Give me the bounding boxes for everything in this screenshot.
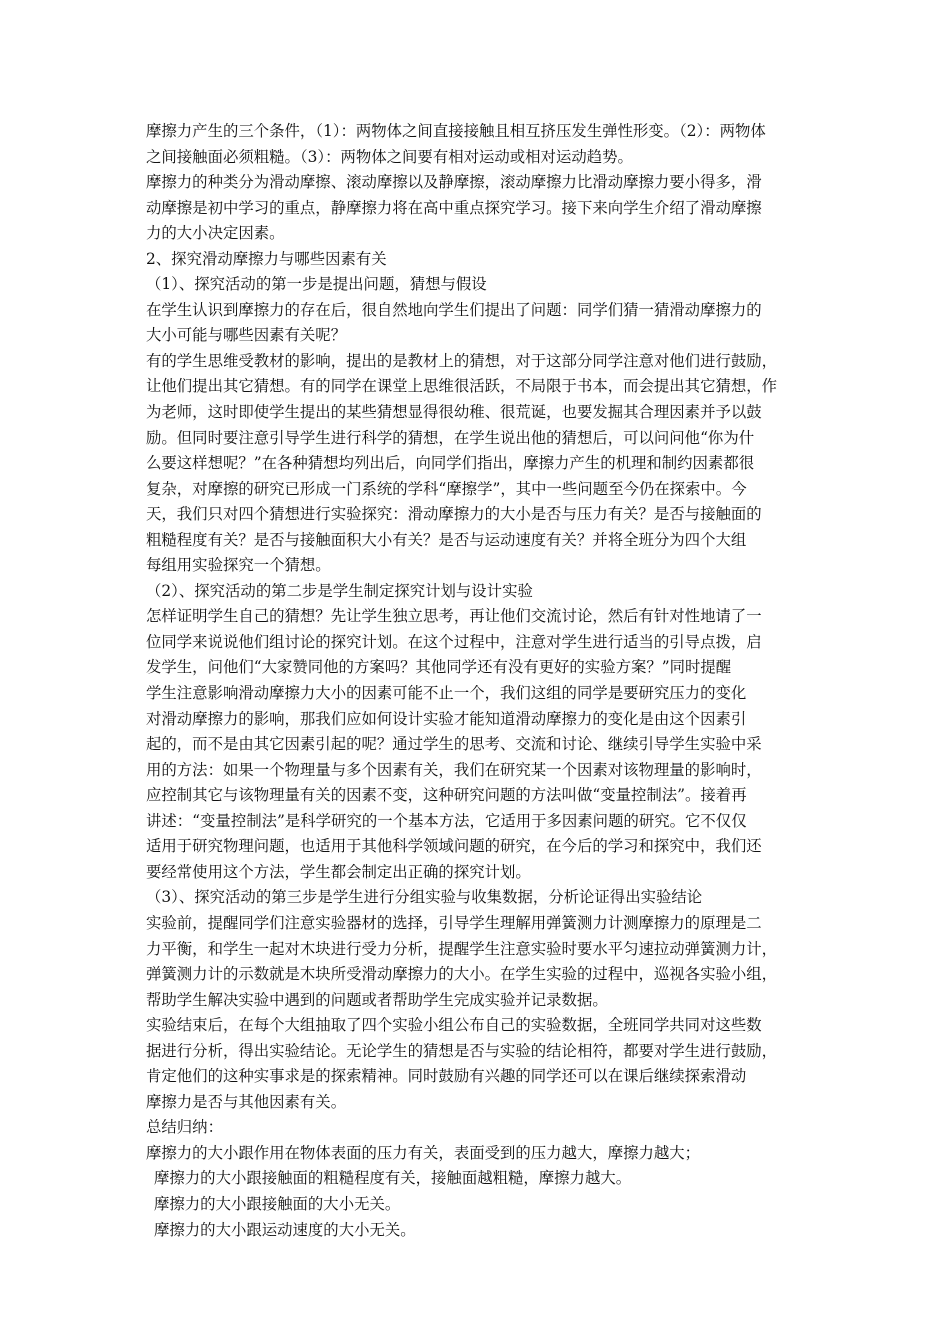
paragraph-line: 实验结束后，在每个大组抽取了四个实验小组公布自己的实验数据，全班同学共同对这些数 <box>146 1016 762 1035</box>
paragraph-line: 帮助学生解决实验中遇到的问题或者帮助学生完成实验并记录数据。 <box>146 990 608 1009</box>
paragraph-line: 讲述：“变量控制法”是科学研究的一个基本方法，它适用于多因素问题的研究。它不仅仅 <box>146 811 747 830</box>
paragraph-line: 弹簧测力计的示数就是木块所受滑动摩擦力的大小。在学生实验的过程中，巡视各实验小组， <box>146 965 778 984</box>
paragraph-line: 肯定他们的这种实事求是的探索精神。同时鼓励有兴趣的同学还可以在课后继续探索滑动 <box>146 1067 747 1086</box>
paragraph-line: 适用于研究物理问题，也适用于其他科学领域问题的研究，在今后的学习和探究中，我们还 <box>146 837 762 856</box>
paragraph-line: 摩擦力是否与其他因素有关。 <box>146 1092 347 1111</box>
section-heading: 2、探究滑动摩擦力与哪些因素有关 <box>146 249 387 268</box>
paragraph-line: 力的大小决定因素。 <box>146 224 285 243</box>
paragraph-line: 发学生，问他们“大家赞同他的方案吗？其他同学还有没有更好的实验方案？”同时提醒 <box>146 658 732 677</box>
document-body <box>146 119 808 1243</box>
paragraph-line: 位同学来说说他们组讨论的探究计划。在这个过程中，注意对学生进行适当的引导点拨，启 <box>146 632 762 651</box>
paragraph-line: 怎样证明学生自己的猜想？先让学生独立思考，再让他们交流讨论，然后有针对性地请了一 <box>146 607 762 626</box>
subsection-heading: （2）、探究活动的第二步是学生制定探究计划与设计实验 <box>146 581 533 600</box>
subsection-heading: （3）、探究活动的第三步是学生进行分组实验与收集数据，分析论证得出实验结论 <box>146 888 703 907</box>
paragraph-line: 复杂，对摩擦的研究已形成一门系统的学科“摩擦学”，其中一些问题至今仍在探索中。今 <box>146 479 747 498</box>
summary-item: 摩擦力的大小跟运动速度的大小无关。 <box>154 1220 416 1239</box>
paragraph-line: 天，我们只对四个猜想进行实验探究：滑动摩擦力的大小是否与压力有关？是否与接触面的 <box>146 505 762 524</box>
paragraph-line: 摩擦力的种类分为滑动摩擦、滚动摩擦以及静摩擦，滚动摩擦力比滑动摩擦力要小得多，滑 <box>146 173 762 192</box>
summary-item: 摩擦力的大小跟接触面的大小无关。 <box>154 1194 401 1213</box>
paragraph-line: 有的学生思维受教材的影响，提出的是教材上的猜想，对于这部分同学注意对他们进行鼓励， <box>146 351 778 370</box>
paragraph-line: 为老师，这时即使学生提出的某些猜想显得很幼稚、很荒诞，也要发掘其合理因素并予以鼓 <box>146 403 762 422</box>
paragraph-line: 每组用实验探究一个猜想。 <box>146 556 331 575</box>
paragraph-line: 在学生认识到摩擦力的存在后，很自然地向学生们提出了问题：同学们猜一猜滑动摩擦力的 <box>146 300 762 319</box>
paragraph-line: 力平衡，和学生一起对木块进行受力分析，提醒学生注意实验时要水平匀速拉动弹簧测力计， <box>146 939 778 958</box>
paragraph-line: 应控制其它与该物理量有关的因素不变，这种研究问题的方法叫做“变量控制法”。接着再 <box>146 786 747 805</box>
paragraph-line: 动摩擦是初中学习的重点，静摩擦力将在高中重点探究学习。接下来向学生介绍了滑动摩擦 <box>146 198 762 217</box>
paragraph-line: 励。但同时要注意引导学生进行科学的猜想，在学生说出他的猜想后，可以问问他“你为什 <box>146 428 755 447</box>
paragraph-line: 么要这样想呢？”在各种猜想均列出后，向同学们指出，摩擦力产生的机理和制约因素都很 <box>146 454 755 473</box>
summary-item: 摩擦力的大小跟作用在物体表面的压力有关，表面受到的压力越大，摩擦力越大； <box>146 1143 701 1162</box>
subsection-heading: （1）、探究活动的第一步是提出问题，猜想与假设 <box>146 275 487 294</box>
paragraph-line: 起的，而不是由其它因素引起的呢？通过学生的思考、交流和讨论、继续引导学生实验中采 <box>146 735 762 754</box>
summary-heading: 总结归纳： <box>146 1118 223 1137</box>
paragraph-line: 据进行分析，得出实验结论。无论学生的猜想是否与实验的结论相符，都要对学生进行鼓励， <box>146 1041 778 1060</box>
paragraph-line: 让他们提出其它猜想。有的同学在课堂上思维很活跃，不局限于书本，而会提出其它猜想，作 <box>146 377 778 396</box>
paragraph-line: 摩擦力产生的三个条件，（1）：两物体之间直接接触且相互挤压发生弹性形变。（2）：两物体 <box>146 122 766 140</box>
paragraph-line: 大小可能与哪些因素有关呢？ <box>146 326 347 345</box>
paragraph-line: 对滑动摩擦力的影响，那我们应如何设计实验才能知道滑动摩擦力的变化是由这个因素引 <box>146 709 747 728</box>
paragraph-line: 要经常使用这个方法，学生都会制定出正确的探究计划。 <box>146 862 531 881</box>
paragraph-line: 实验前，提醒同学们注意实验器材的选择，引导学生理解用弹簧测力计测摩擦力的原理是二 <box>146 913 762 932</box>
paragraph-line: 之间接触面必须粗糙。（3）：两物体之间要有相对运动或相对运动趋势。 <box>146 147 633 166</box>
summary-item: 摩擦力的大小跟接触面的粗糙程度有关，接触面越粗糙，摩擦力越大。 <box>154 1169 632 1188</box>
paragraph-line: 学生注意影响滑动摩擦力大小的因素可能不止一个，我们这组的同学是要研究压力的变化 <box>146 684 747 703</box>
paragraph-line: 粗糙程度有关？是否与接触面积大小有关？是否与运动速度有关？并将全班分为四个大组 <box>146 530 747 549</box>
paragraph-line: 用的方法：如果一个物理量与多个因素有关，我们在研究某一个因素对该物理量的影响时， <box>146 760 762 779</box>
